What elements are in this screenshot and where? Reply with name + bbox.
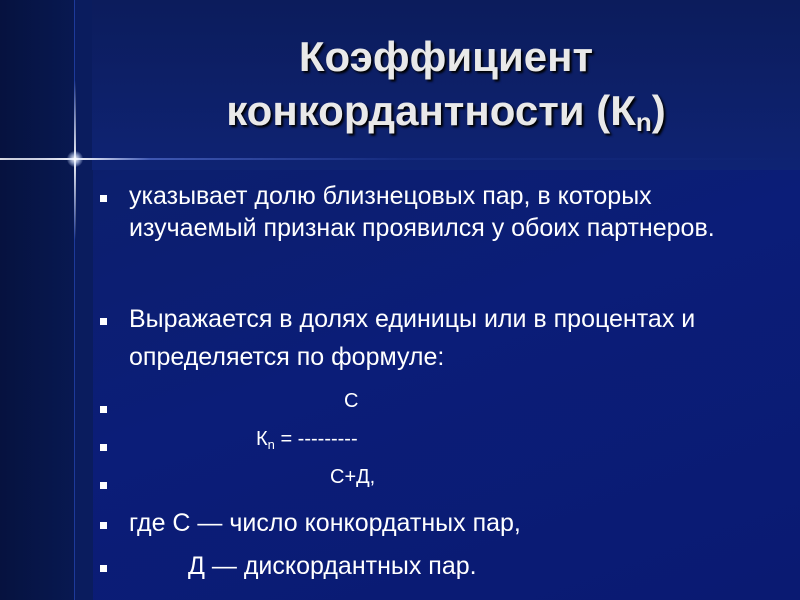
bullet-square-icon — [100, 522, 107, 529]
slide-title — [92, 30, 800, 138]
bullet-square-icon — [100, 444, 107, 451]
title-line-2 — [92, 84, 800, 138]
formula-fraction-bar: = --------- — [274, 428, 358, 450]
bullet-square-icon — [100, 565, 107, 572]
bullet-square-icon — [100, 482, 107, 489]
formula-denominator: С+Д, — [330, 466, 376, 488]
bullet-square-icon — [100, 406, 107, 413]
bullet-text: указывает долю близнецовых пар, в которых изучаемый признак проявился у обоих партнеров. — [129, 182, 715, 242]
left-band-edge — [74, 0, 93, 600]
title-line-2-text: конкордантности (К — [226, 87, 636, 134]
bullet-text: Выражается в долях единицы или в процентах и определяется по формуле: — [129, 305, 696, 371]
formula-numerator: С — [344, 390, 359, 412]
bullet-square-icon — [100, 318, 107, 325]
definition-d: Д — дискордантных пар. — [188, 552, 477, 580]
title-subscript: n — [635, 107, 652, 137]
title-line-2-close: ) — [651, 87, 666, 134]
formula-lhs-subscript: n — [267, 437, 275, 452]
formula-lhs-symbol: К — [256, 428, 268, 450]
formula-lhs — [256, 428, 358, 451]
bullet-square-icon — [100, 195, 107, 202]
star-flare-icon — [67, 151, 83, 167]
title-line-1: Коэффициент — [298, 33, 594, 80]
definition-c: где С — число конкордатных пар, — [129, 509, 521, 537]
